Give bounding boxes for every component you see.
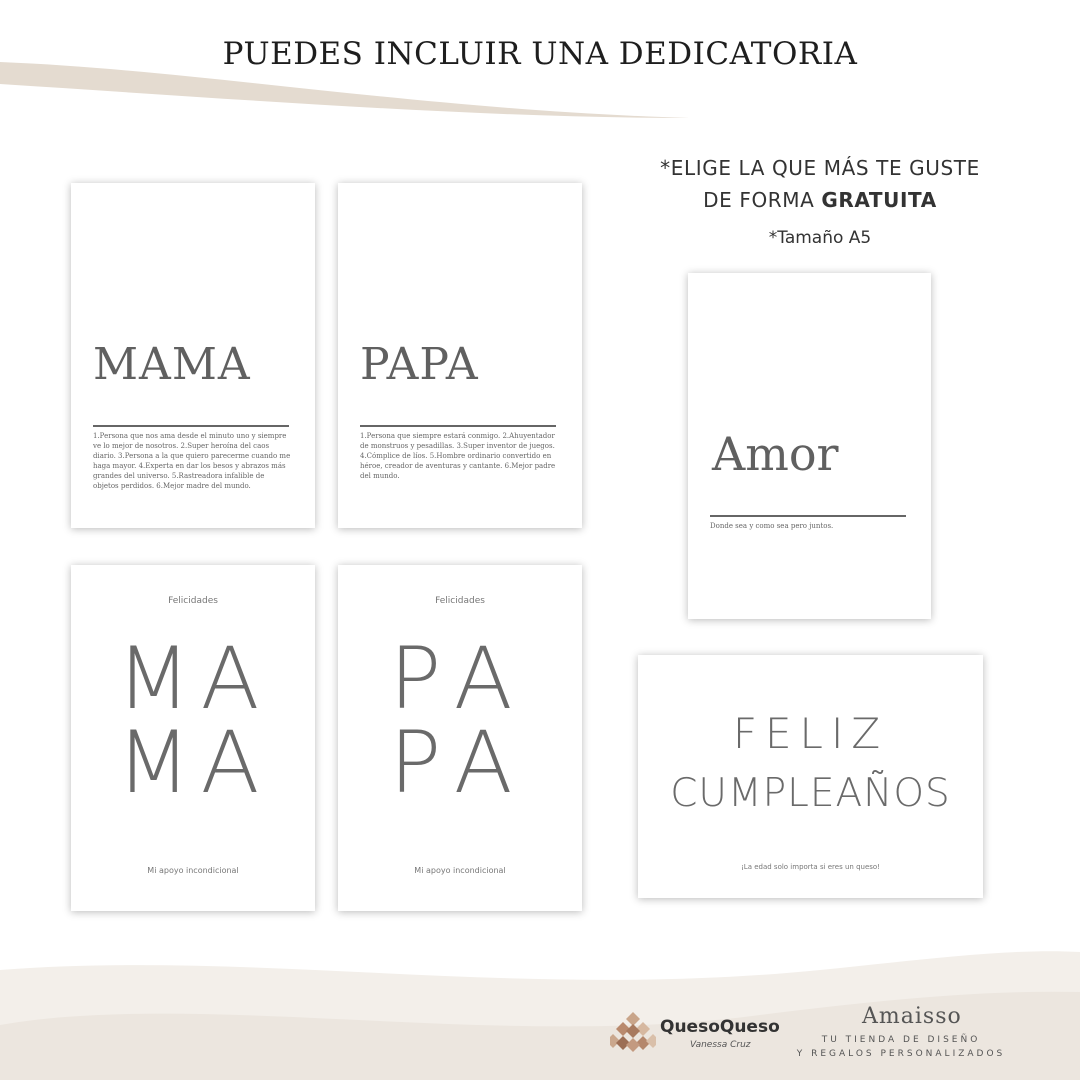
promo-line-2 bbox=[630, 188, 1010, 212]
divider-line bbox=[93, 425, 289, 427]
card-top-text: Felicidades bbox=[435, 596, 485, 606]
promo-line-2-bold: GRATUITA bbox=[821, 188, 937, 212]
card-bottom-text: Mi apoyo incondicional bbox=[414, 866, 506, 875]
card-felicidades-mama bbox=[71, 565, 315, 911]
card-felicidades-papa bbox=[338, 565, 582, 911]
amaisso-tagline-2: Y REGALOS PERSONALIZADOS bbox=[796, 1049, 1006, 1059]
card-bottom-text: Mi apoyo incondicional bbox=[147, 866, 239, 875]
divider-line bbox=[360, 425, 556, 427]
card-big-line-1: MA bbox=[116, 629, 270, 729]
divider-line bbox=[710, 515, 906, 517]
card-definition-text: 1.Persona que nos ama desde el minuto uno y siempre ve lo mejor de nosotros. 2.Super heroína del caos diario. 3.Persona a la que quiero parecerme cuando me haga mayor. 4.Experta en dar los besos y abrazos más grandes del universo. 5.Rastreadora infalible de objetos perdidos. 6.Mejor madre del mundo. bbox=[93, 432, 291, 490]
card-word: MAMA bbox=[93, 339, 251, 390]
promo-line-2-prefix: DE FORMA bbox=[703, 188, 822, 212]
card-word: Amor bbox=[712, 427, 839, 481]
card-big-line-1: FELIZ bbox=[732, 709, 889, 758]
amaisso-brand: Amaisso bbox=[862, 1004, 962, 1029]
card-mama-definition bbox=[71, 183, 315, 528]
quesoqueso-brand: QuesoQueso bbox=[660, 1017, 780, 1037]
card-big-line-2: MA bbox=[116, 713, 270, 813]
card-big-line-2: CUMPLEAÑOS bbox=[670, 771, 951, 816]
promo-size: *Tamaño A5 bbox=[768, 228, 872, 248]
card-big-line-2: PA bbox=[389, 713, 531, 813]
card-amor bbox=[688, 273, 931, 619]
card-word: PAPA bbox=[360, 339, 479, 390]
amaisso-tagline-1: TU TIENDA DE DISEÑO bbox=[821, 1035, 981, 1045]
card-definition-text: 1.Persona que siempre estará conmigo. 2.Ahuyentador de monstruos y pesadillas. 3.Super inventor de juegos. 4.Cómplice de líos. 5.Hombre ordinario convertido en héroe, creador de aventuras y cantante. 6.Mejor padre del mundo. bbox=[360, 432, 556, 480]
page-title: PUEDES INCLUIR UNA DEDICATORIA bbox=[222, 36, 858, 72]
quesoqueso-logo-icon bbox=[610, 1010, 656, 1054]
card-top-text: Felicidades bbox=[168, 596, 218, 606]
quesoqueso-subtitle: Vanessa Cruz bbox=[690, 1040, 751, 1050]
card-papa-definition bbox=[338, 183, 582, 528]
card-caption: Donde sea y como sea pero juntos. bbox=[710, 522, 834, 530]
promo-line-1: *ELIGE LA QUE MÁS TE GUSTE bbox=[660, 156, 980, 180]
card-big-line-1: PA bbox=[389, 629, 531, 729]
card-feliz-cumpleanos bbox=[638, 655, 983, 898]
card-bottom-text: ¡La edad solo importa si eres un queso! bbox=[741, 863, 880, 871]
